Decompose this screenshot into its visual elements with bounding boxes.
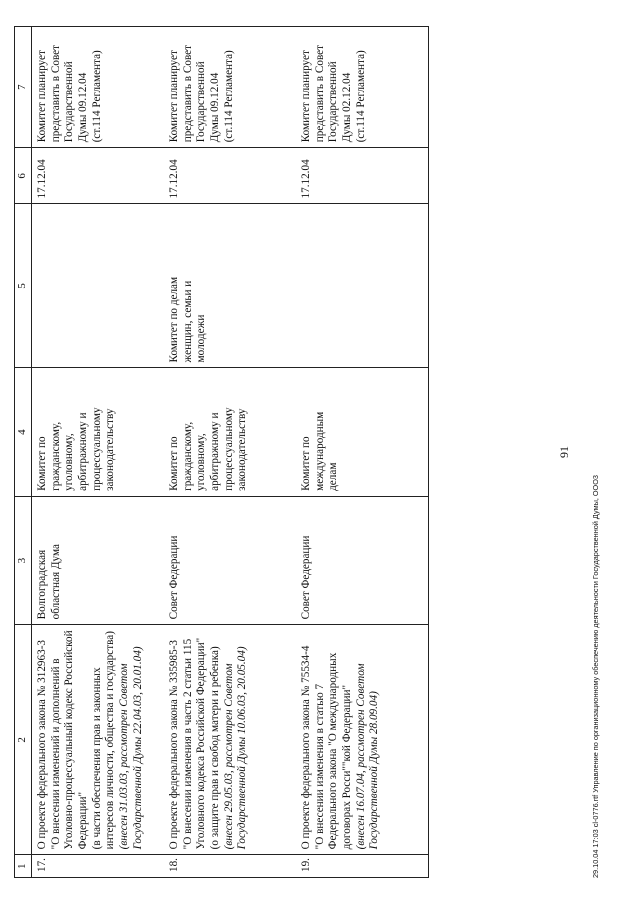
committee-line: уголовному, bbox=[195, 433, 208, 491]
description-line: (о защите прав и свобод матери и ребенка) bbox=[208, 646, 221, 850]
page-number: 91 bbox=[557, 446, 571, 458]
description-line: Федерации" bbox=[76, 791, 89, 850]
note-line: Государственной bbox=[63, 61, 76, 143]
column-header-2: 2 bbox=[15, 625, 32, 855]
initiator-line: Волгоградская bbox=[36, 549, 48, 620]
responsible-committee bbox=[296, 368, 429, 496]
description-line: Уголовно-процессуальный кодекс Российской bbox=[63, 630, 76, 850]
table-row bbox=[296, 27, 429, 878]
committee-line: международным bbox=[313, 411, 326, 491]
row-number: 17. bbox=[32, 855, 165, 878]
note-line: Комитет планирует bbox=[168, 50, 180, 143]
description-history-line: Государственной Думы 10.06.03, 20.05.04) bbox=[236, 646, 249, 850]
column-header-1: 1 bbox=[15, 855, 32, 878]
bills-table bbox=[14, 26, 429, 878]
co-committee bbox=[32, 204, 165, 368]
row-number: 18. bbox=[164, 855, 296, 878]
note-line: Думы 02.12.04 bbox=[340, 72, 353, 143]
committee-line: арбитражному и bbox=[208, 412, 221, 491]
bill-description bbox=[164, 625, 296, 855]
description-history-line: Государственной Думы 28.09.04) bbox=[368, 691, 381, 850]
column-header-4: 4 bbox=[15, 368, 32, 496]
committee-line: законодательству bbox=[236, 408, 249, 491]
note-line: представить в Совет bbox=[313, 44, 326, 143]
description-history-line: (внесен 29.05.03, рассмотрен Советом bbox=[222, 663, 235, 850]
co-committee-line: Комитет по делам bbox=[168, 276, 180, 363]
table-header-row bbox=[15, 27, 32, 878]
initiator bbox=[164, 496, 296, 624]
initiator-line: Совет Федерации bbox=[300, 535, 312, 620]
note-line: Государственной bbox=[327, 61, 340, 143]
note bbox=[32, 27, 165, 148]
note-line: (ст.114 Регламента) bbox=[354, 50, 367, 143]
note-line: (ст.114 Регламента) bbox=[90, 50, 103, 143]
table-row bbox=[164, 27, 296, 878]
column-header-7: 7 bbox=[15, 27, 32, 148]
note-line: (ст.114 Регламента) bbox=[222, 50, 235, 143]
co-committee-line: молодежи bbox=[195, 314, 208, 363]
column-header-3: 3 bbox=[15, 496, 32, 624]
committee-line: процессуальному bbox=[222, 407, 235, 491]
date: 17.12.04 bbox=[164, 148, 296, 204]
description-line: "О внесении изменения в статью 7 bbox=[313, 683, 326, 850]
rotated-page bbox=[14, 16, 604, 878]
bill-description bbox=[296, 625, 429, 855]
committee-line: Комитет по bbox=[300, 436, 312, 491]
description-line: О проекте федерального закона № 335985-3 bbox=[168, 639, 180, 850]
description-history-line: (внесен 31.03.03, рассмотрен Советом bbox=[117, 663, 130, 850]
note-line: представить в Совет bbox=[49, 44, 62, 143]
note-line: Комитет планирует bbox=[36, 50, 48, 143]
responsible-committee bbox=[164, 368, 296, 496]
initiator bbox=[32, 496, 165, 624]
description-line: Федерального закона "О международных bbox=[327, 652, 340, 850]
description-line: "О внесении изменения в часть 2 статьи 115 bbox=[181, 638, 194, 850]
committee-line: уголовному, bbox=[63, 433, 76, 491]
committee-line: гражданскому, bbox=[49, 421, 62, 491]
note-line: Думы 09.12.04 bbox=[76, 72, 89, 143]
committee-line: делам bbox=[327, 462, 340, 491]
description-history-line: Государственной Думы 22.04.03, 20.01.04) bbox=[131, 646, 144, 850]
page-footer: 29.10.04 17:03 cl-0776.rtf Управление по организационному обеспечению деятельности Государственной Думы, ООО3 bbox=[591, 475, 600, 878]
co-committee-line: женщин, семьи и bbox=[181, 280, 194, 363]
co-committee bbox=[296, 204, 429, 368]
column-header-6: 6 bbox=[15, 148, 32, 204]
bill-description bbox=[32, 625, 165, 855]
note-line: Государственной bbox=[195, 61, 208, 143]
note bbox=[296, 27, 429, 148]
description-line: О проекте федерального закона № 312963-3 bbox=[36, 639, 48, 850]
row-number: 19. bbox=[296, 855, 429, 878]
description-line: интересов личности, общества и государства) bbox=[104, 631, 117, 850]
column-header-5: 5 bbox=[15, 204, 32, 368]
co-committee bbox=[164, 204, 296, 368]
description-history-line: (внесен 16.07.04, рассмотрен Советом bbox=[354, 663, 367, 850]
committee-line: законодательству bbox=[104, 408, 117, 491]
initiator bbox=[296, 496, 429, 624]
description-line: Уголовного кодекса Российской Федерации" bbox=[195, 637, 208, 850]
note-line: Думы 09.12.04 bbox=[208, 72, 221, 143]
note bbox=[164, 27, 296, 148]
date: 17.12.04 bbox=[296, 148, 429, 204]
table-row bbox=[32, 27, 165, 878]
note-line: представить в Совет bbox=[181, 44, 194, 143]
description-line: "О внесении изменений и дополнений в bbox=[49, 658, 62, 850]
description-line: договорах Росси""кой Федерации" bbox=[340, 684, 353, 850]
date: 17.12.04 bbox=[32, 148, 165, 204]
initiator-line: областная Дума bbox=[49, 544, 62, 620]
committee-line: гражданскому, bbox=[181, 421, 194, 491]
initiator-line: Совет Федерации bbox=[168, 535, 180, 620]
committee-line: арбитражному и bbox=[76, 412, 89, 491]
committee-line: процессуальному bbox=[90, 407, 103, 491]
committee-line: Комитет по bbox=[36, 436, 48, 491]
description-line: (в части обеспечения прав и законных bbox=[90, 667, 103, 850]
responsible-committee bbox=[32, 368, 165, 496]
committee-line: Комитет по bbox=[168, 436, 180, 491]
description-line: О проекте федерального закона № 75534-4 bbox=[300, 645, 312, 850]
note-line: Комитет планирует bbox=[300, 50, 312, 143]
